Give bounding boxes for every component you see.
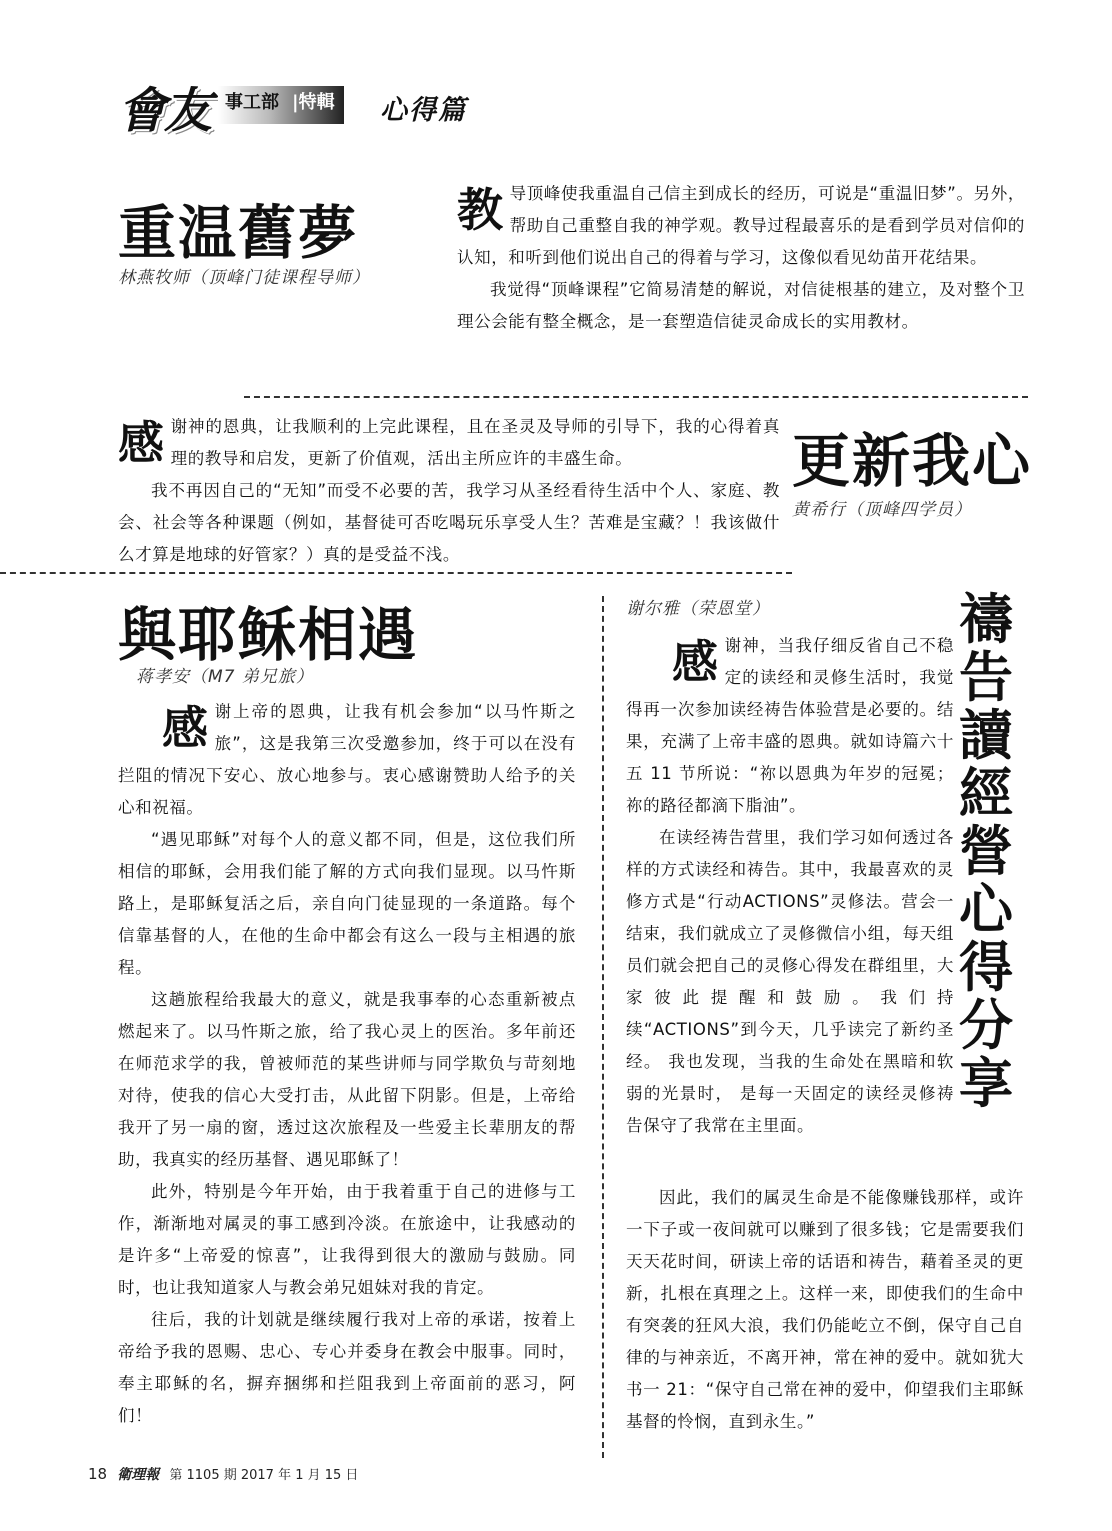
- magazine-section-logo: 會友: [118, 83, 211, 139]
- page-number: 18: [88, 1465, 108, 1483]
- article4-title-vertical: 禱告讀經營心得分享: [959, 587, 1013, 1115]
- article3-paragraph-4: 此外，特别是今年开始，由于我着重于自己的进修与工作，渐渐地对属灵的事工感到冷淡。在旅途中，让我感动的是许多“上帝爱的惊喜”，让我得到很大的激励与鼓励。同时，也让我知道家人与教会弟兄姐妹对我的肯定。: [118, 1182, 576, 1297]
- divider-dashed-1: [244, 396, 1028, 398]
- article4-paragraph-2: 在读经祷告营里，我们学习如何透过各样的方式读经和祷告。其中，我最喜欢的灵修方式是“行动ACTIONS”灵修法。营会一结束，我们就成立了灵修微信小组，每天组员们就会把自己的灵修心得发在群组里，大家彼此提醒和鼓励。我们持续“ACTIONS”到今天，几乎读完了新约圣经。 我也发现，当我的生命处在黑暗和软弱的光景时， 是每一天固定的读经灵修祷告保守了我常在主里面。: [626, 828, 954, 1135]
- article3-paragraph-5: 往后，我的计划就是继续履行我对上帝的承诺，按着上帝给予我的恩赐、忠心、专心并委身在教会中服事。同时，奉主耶稣的名，摒弃捆绑和拦阻我到上帝面前的恶习，阿们！: [118, 1310, 576, 1425]
- article3-body: [118, 696, 576, 1432]
- article3-byline: 蒋孝安（M7 弟兄旅）: [136, 667, 314, 687]
- divider-dashed-vertical: [602, 596, 604, 1458]
- article4-byline: 谢尔雅（荣恩堂）: [626, 599, 770, 619]
- article1-title: 重温舊夢: [118, 199, 359, 267]
- article3-title: 與耶稣相遇: [118, 601, 419, 669]
- article2-title: 更新我心: [792, 427, 1033, 495]
- article4-body-lower: [626, 1182, 1024, 1438]
- article3-paragraph-2: “遇见耶稣”对每个人的意义都不同，但是，这位我们所相信的耶稣，会用我们能了解的方式向我们显现。以马忤斯路上，是耶稣复活之后，亲自向门徒显现的一条道路。每个信靠基督的人，在他的生命中都会有这么一段与主相遇的旅程。: [118, 830, 576, 977]
- article1-paragraph-1: 导顶峰使我重温自己信主到成长的经历，可说是“重温旧梦”。另外，帮助自己重整自我的神学观。教导过程最喜乐的是看到学员对信仰的认知，和听到他们说出自己的得着与学习，这像似看见幼苗开花结果。: [457, 184, 1025, 267]
- article1-dropcap: 教: [457, 183, 504, 237]
- divider-dashed-2: [0, 572, 792, 574]
- article1-body: [457, 178, 1025, 338]
- article2-dropcap: 感: [118, 416, 165, 470]
- article3-paragraph-3: 这趟旅程给我最大的意义，就是我事奉的心态重新被点燃起来了。以马忤斯之旅，给了我心灵上的医治。多年前还在师范求学的我，曾被师范的某些讲师与同学欺负与苛刻地对待，使我的信心大受打击，从此留下阴影。但是，上帝给我开了另一扇的窗，透过这次旅程及一些爱主长辈朋友的帮助，我真实的经历基督、遇见耶稣了！: [118, 990, 576, 1169]
- article4-body-upper: [626, 630, 954, 1142]
- article3-dropcap: 感: [162, 701, 209, 755]
- issue-info: 第 1105 期 2017 年 1 月 15 日: [169, 1468, 359, 1483]
- page-footer: [88, 1464, 358, 1484]
- banner-dept-label: 事工部: [225, 92, 279, 113]
- article4-paragraph-3: 因此，我们的属灵生命是不能像赚钱那样，或许一下子或一夜间就可以赚到了很多钱；它是需要我们天天花时间，研读上帝的话语和祷告，藉着圣灵的更新，扎根在真理之上。这样一来，即使我们的生命中有突袭的狂风大浪，我们仍能屹立不倒，保守自己自律的与神亲近，不离开神，常在神的爱中。就如犹大书一 21：“保守自己常在神的爱中，仰望我们主耶稣基督的怜悯，直到永生。”: [626, 1188, 1024, 1431]
- article2-paragraph-2: 我不再因自己的“无知”而受不必要的苦，我学习从圣经看待生活中个人、家庭、教会、社会等各种课题（例如，基督徒可否吃喝玩乐享受人生？苦难是宝藏？！我该做什么才算是地球的好管家？）真的是受益不浅。: [118, 481, 780, 564]
- article1-paragraph-2: 我觉得“顶峰课程”它简易清楚的解说，对信徒根基的建立，及对整个卫理公会能有整全概念，是一套塑造信徒灵命成长的实用教材。: [457, 280, 1025, 331]
- article4-paragraph-1: 谢神，当我仔细反省自己不稳定的读经和灵修生活时，我觉得再一次参加读经祷告体验营是必要的。结果，充满了上帝丰盛的恩典。就如诗篇六十五 11 节所说：“祢以恩典为年岁的冠冕；祢的路径都滴下脂油”。: [626, 636, 954, 815]
- magazine-name: 衛理報: [117, 1467, 160, 1483]
- article3-paragraph-1: 谢上帝的恩典，让我有机会参加“以马忤斯之旅”，这是我第三次受邀参加，终于可以在没有拦阻的情况下安心、放心地参与。衷心感谢赞助人给予的关心和祝福。: [118, 702, 576, 817]
- banner-section-title: 心得篇: [380, 95, 467, 126]
- article1-byline: 林燕牧师（顶峰门徒课程导师）: [118, 268, 370, 288]
- article2-byline: 黄希行（顶峰四学员）: [792, 500, 972, 520]
- article2-body: [118, 411, 780, 571]
- banner-special-label: |特輯: [292, 92, 335, 113]
- article4-dropcap: 感: [672, 635, 719, 689]
- article2-paragraph-1: 谢神的恩典，让我顺利的上完此课程，且在圣灵及导师的引导下，我的心得着真理的教导和启发，更新了价值观，活出主所应许的丰盛生命。: [170, 417, 780, 468]
